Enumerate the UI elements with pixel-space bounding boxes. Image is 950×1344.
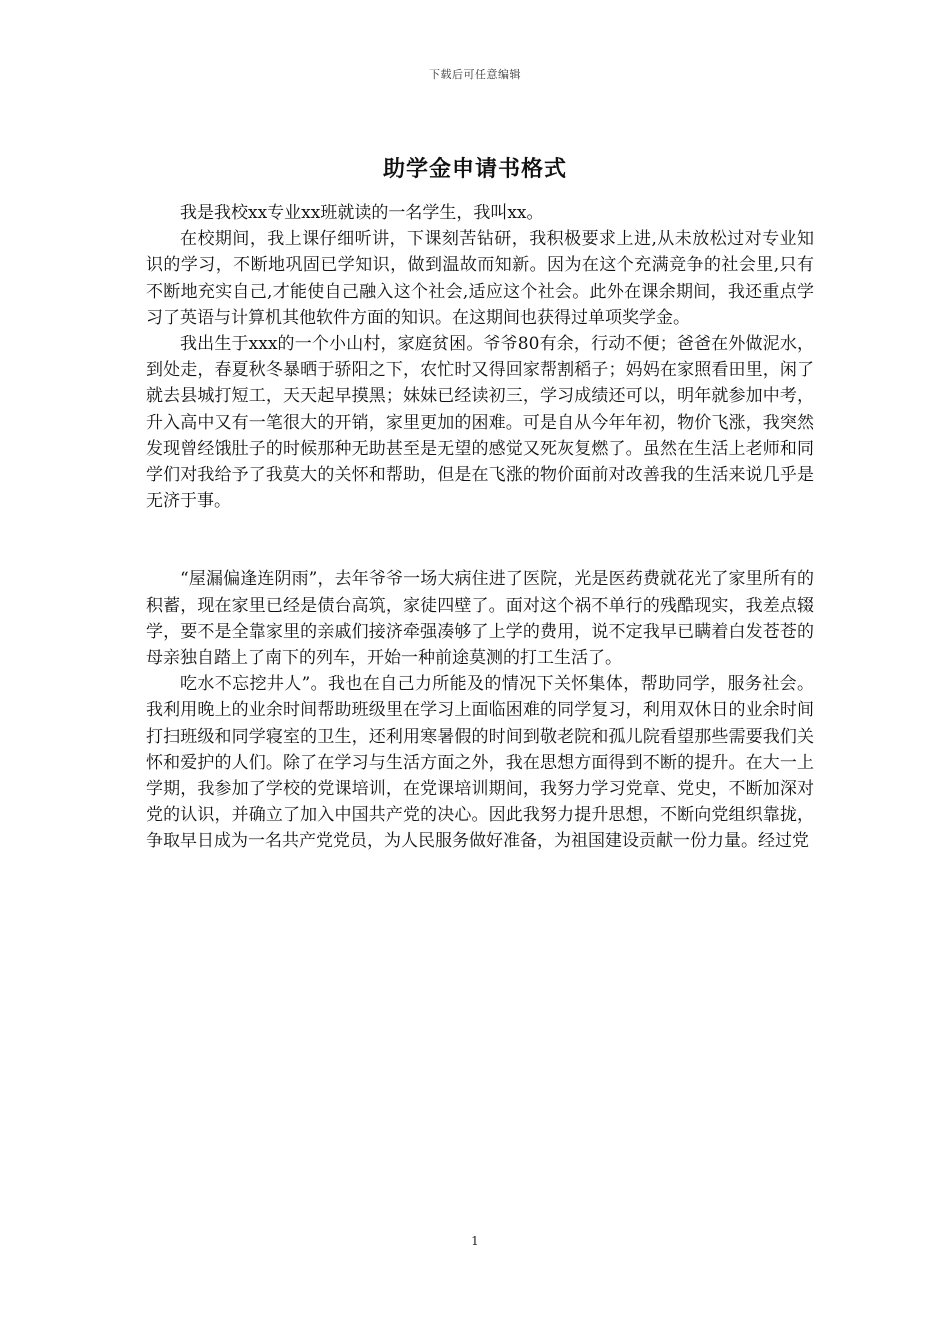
paragraph-hardship: “屋漏偏逢连阴雨”，去年爷爷一场大病住进了医院，光是医药费就花光了家里所有的积蓄，现在家里已经是债台高筑，家徒四壁了。面对这个祸不单行的残酷现实，我差点辍学，要不是全靠家里的亲戚们接济牵强凑够了上学的费用，说不定我早已瞒着白发苍苍的母亲独自踏上了南下的列车，开始一种前途莫测的打工生活了。 bbox=[146, 569, 814, 669]
paragraph-service: 吃水不忘挖井人”。我也在自己力所能及的情况下关怀集体，帮助同学，服务社会。我利用晚上的业余时间帮助班级里在学习上面临困难的同学复习，利用双休日的业余时间打扫班级和同学寝室的卫生，还利用寒暑假的时间到敬老院和孤儿院看望那些需要我们关怀和爱护的人们。除了在学习与生活方面之外，我在思想方面得到不断的提升。在大一上学期，我参加了学校的党课培训，在党课培训期间，我努力学习党章、党史，不断加深对党的认识，并确立了加入中国共产党的决心。因此我努力提升思想，不断向党组织靠拢，争取早日成为一名共产党党员，为人民服务做好准备，为祖国建设贡献一份力量。经过党 bbox=[146, 674, 814, 852]
paragraph-family: 我出生于xxx的一个小山村，家庭贫困。爷爷80有余，行动不便；爸爸在外做泥水，到处走，春夏秋冬暴晒于骄阳之下，农忙时又得回家帮割稻子；妈妈在家照看田里，闲了就去县城打短工，天天起早摸黑；妹妹已经读初三，学习成绩还可以，明年就参加中考，升入高中又有一笔很大的开销，家里更加的困难。可是自从今年年初，物价飞涨，我突然发现曾经饿肚子的时候那种无助甚至是无望的感觉又死灰复燃了。虽然在生活上老师和同学们对我给予了我莫大的关怀和帮助，但是在飞涨的物价面前对改善我的生活来说几乎是无济于事。 bbox=[146, 334, 814, 512]
document-title: 助学金申请书格式 bbox=[382, 156, 567, 182]
page-number: 1 bbox=[471, 1234, 479, 1248]
paragraph-intro: 我是我校xx专业xx班就读的一名学生，我叫xx。 bbox=[180, 203, 544, 223]
document-body bbox=[146, 200, 814, 855]
header-note: 下载后可任意编辑 bbox=[429, 68, 521, 81]
paragraph-study: 在校期间，我上课仔细听讲，下课刻苦钻研，我积极要求上进,从未放松过对专业知识的学习，不断地巩固已学知识，做到温故而知新。因为在这个充满竞争的社会里,只有不断地充实自己,才能使自己融入这个社会,适应这个社会。此外在课余期间，我还重点学习了英语与计算机其他软件方面的知识。在这期间也获得过单项奖学金。 bbox=[146, 229, 814, 328]
